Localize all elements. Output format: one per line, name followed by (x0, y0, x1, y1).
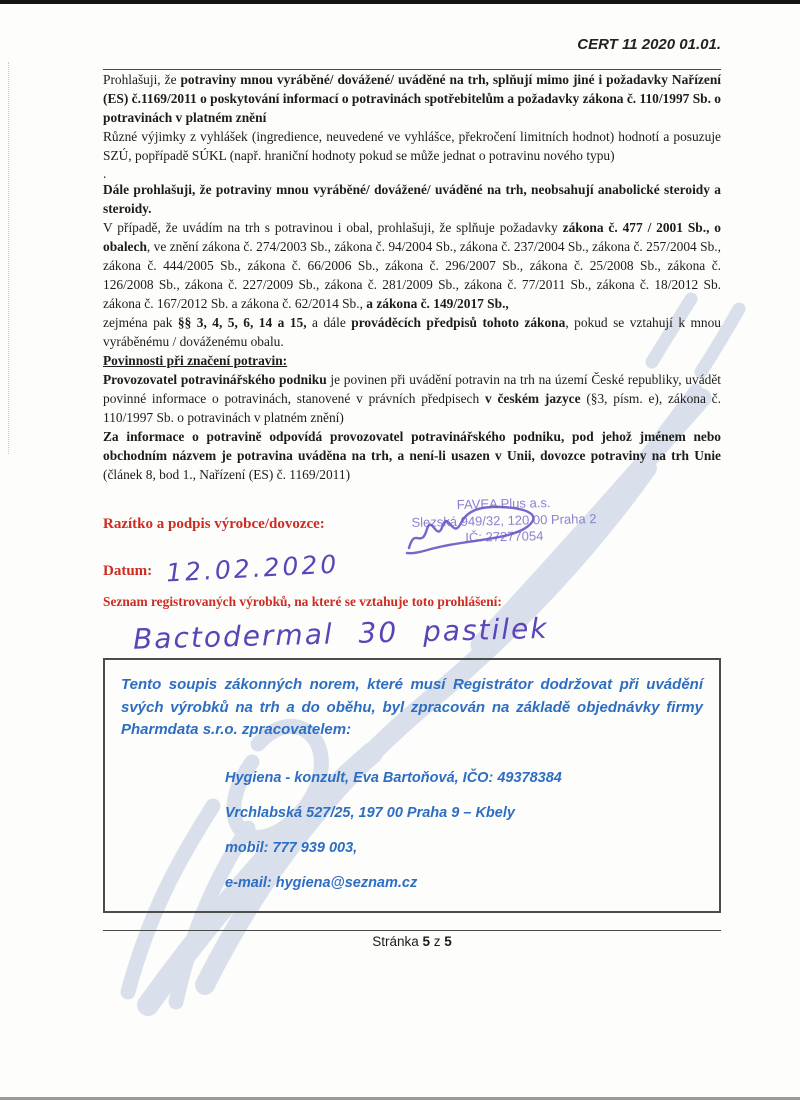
date-label: Datum: (103, 563, 153, 579)
packaging-text-2: , ve znění zákona č. 274/2003 Sb., zákona č. 94/2004 Sb., zákona č. 237/2004 Sb., zákona č. 257/2004 Sb., zákona č. 444/2005 Sb., zákona č. 66/2006 Sb., zákona č. 296/2007 Sb., zákona č. 25/2008 Sb., zákona č. 126/2008 Sb., zákona č. 227/2009 Sb., zákona č. 281/2009 Sb., zákona č. 77/2011 Sb., zákona č. 18/2012 Sb. zákona č. 167/2012 Sb. a zákona č. 62/2014 Sb., (103, 239, 721, 311)
labeling-bold-1: Provozovatel potravinářského podniku (103, 372, 327, 387)
labeling-text-1: je povinen při uvádění potravin na trh na území České republiky, uvádět povinné informace o potravinách, stanovené v právních předpisech (103, 372, 722, 406)
declaration-1-bold: potraviny mnou vyráběné/ dovážené/ uváděné na trh, splňují mimo jiné i požadavky Nařízení (ES) č.1169/2011 o poskytování informací o potravinách spotřebitelům a požadavky zákona č. 110/1997 Sb. o potravinách v platném znění (103, 72, 721, 125)
packaging-paragraph-2 (103, 313, 721, 351)
stamp-and-signature-area (103, 496, 721, 552)
labeling-paragraph-2 (103, 427, 721, 484)
processor-contact-mobile: mobil: 777 939 003, (225, 839, 358, 856)
labeling-bold-2: v českém jazyce (484, 391, 581, 406)
handwritten-product-entry: Bactodermal 30 pastilek (132, 611, 549, 656)
registered-products-label: Seznam registrovaných výrobků, na které se vztahuje toto prohlášení: (103, 594, 502, 609)
page-number-current: 5 (422, 933, 430, 949)
document-content (103, 0, 721, 949)
labeling-paragraph-1 (103, 370, 721, 427)
page-number-separator: z (433, 933, 441, 949)
stamp-company-address: Slezská 949/32, 120 00 Praha 2 (411, 510, 597, 530)
exceptions-note: Různé výjimky z vyhlášek (ingredience, neuvedené ve vyhlášce, překročení limitních hodnot) hodnotí a posuzuje SZÚ, popřípadě SÚKL (např. hraniční hodnoty pokud se může jednat o potravinu nového typu) (103, 129, 721, 163)
processor-contact-email: e-mail: hygiena@seznam.cz (225, 874, 418, 891)
footer-rule (103, 930, 721, 931)
labeling-heading: Povinnosti při značení potravin: (103, 353, 288, 368)
labeling-text-3: (článek 8, bod 1., Nařízení (ES) č. 1169/2011) (103, 467, 351, 482)
handwritten-signature (403, 502, 563, 562)
packaging-text-5: , pokud se vztahují k mnou vyráběnému / dováženému obalu. (103, 315, 721, 349)
stamp-company-name: FAVEA Plus a.s. (456, 495, 551, 512)
stamp-label: Razítko a podpis výrobce/dovozce: (103, 516, 325, 532)
page-number (103, 934, 721, 949)
packaging-text-3: zejména pak (103, 315, 178, 330)
processor-contact-address: Vrchlabská 527/25, 197 00 Praha 9 – Kbely (225, 804, 515, 821)
stamp-company-id: IČ: 27277054 (465, 528, 544, 545)
scan-artifact-margin-dots (8, 62, 9, 454)
labeling-text-2: (§3, písm. e), zákona č. 110/1997 Sb. o potravinách v platném znění) (103, 391, 721, 425)
packaging-bold-2: a zákona č. 149/2017 Sb., (366, 296, 509, 311)
stray-dot: . (103, 166, 107, 181)
processor-contact-name: Hygiena - konzult, Eva Bartoňová, IČO: 49378384 (225, 769, 562, 786)
packaging-text-4: a dále (306, 315, 352, 330)
labeling-bold-3: Za informace o potravině odpovídá provozovatel potravinářského podniku, pod jehož jménem nebo obchodním názvem je potravina uváděna na trh, a není-li usazen v Unii, dovozce potraviny na trh Unie (103, 429, 721, 463)
packaging-bold-1: zákona č. 477 / 2001 Sb., o obalech (103, 220, 721, 254)
declaration-1 (103, 70, 721, 127)
processor-info-box (103, 658, 721, 913)
handwritten-date: 12.02.2020 (165, 549, 341, 588)
page-number-total: 5 (444, 933, 452, 949)
document-code: CERT 11 2020 01.01. (577, 36, 721, 53)
declaration-1-prefix: Prohlašuji, že (103, 72, 181, 87)
packaging-bold-4: prováděcích předpisů tohoto zákona (351, 315, 566, 330)
packaging-paragraph (103, 218, 721, 313)
packaging-bold-3: §§ 3, 4, 5, 6, 14 a 15, (177, 315, 307, 330)
page-number-word: Stránka (372, 933, 419, 949)
info-box-intro: Tento soupis zákonných norem, které musí Registrátor dodržovat při uvádění svých výrobků na trh a do oběhu, byl zpracován na základě objednávky firmy Pharmdata s.r.o. zpracovatelem: (121, 676, 703, 738)
declaration-2: Dále prohlašuji, že potraviny mnou vyráběné/ dovážené/ uváděné na trh, neobsahují anabolické steroidy a steroidy. (103, 182, 721, 216)
packaging-text-1: V případě, že uvádím na trh s potravinou i obal, prohlašuji, že splňuje požadavky (103, 220, 563, 235)
